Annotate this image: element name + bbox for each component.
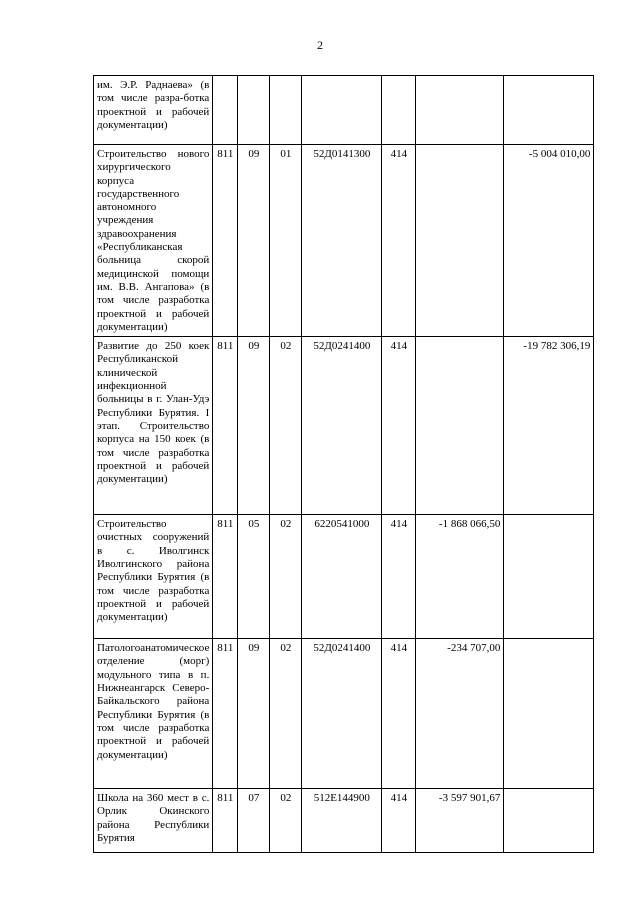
- table-row: [94, 76, 594, 145]
- amount-cell: -1 868 066,50: [416, 515, 504, 639]
- expense-type-cell: 414: [382, 145, 416, 337]
- object-name-cell: Школа на 360 мест в с. Орлик Окинского района Республики Бурятия: [94, 789, 213, 853]
- subsection-cell: 02: [270, 515, 302, 639]
- expense-type-cell: 414: [382, 639, 416, 789]
- amount-cell: [416, 76, 504, 145]
- amount-cell: -3 597 901,67: [416, 789, 504, 853]
- table-row: [94, 337, 594, 515]
- table-row: [94, 515, 594, 639]
- object-name-cell: им. Э.Р. Раднаева» (в том числе разра-ботка проектной и рабочей документации): [94, 76, 213, 145]
- object-name-cell: Развитие до 250 коек Республиканской клинической инфекционной больницы в г. Улан-Удэ Республики Бурятия. I этап. Строительство корпуса на 150 коек (в том числе разработка проектной и рабочей документации): [94, 337, 213, 515]
- amount-cell: [416, 337, 504, 515]
- ministry-code-cell: 811: [213, 337, 238, 515]
- target-article-cell: 512E144900: [302, 789, 382, 853]
- amount-next-year-cell: [504, 515, 594, 639]
- amount-next-year-cell: -5 004 010,00: [504, 145, 594, 337]
- target-article-cell: 52Д0241400: [302, 639, 382, 789]
- section-cell: [238, 76, 270, 145]
- amount-next-year-cell: [504, 789, 594, 853]
- expense-type-cell: [382, 76, 416, 145]
- amount-next-year-cell: [504, 639, 594, 789]
- section-cell: 05: [238, 515, 270, 639]
- expense-type-cell: 414: [382, 515, 416, 639]
- budget-table: [93, 75, 594, 853]
- subsection-cell: 02: [270, 337, 302, 515]
- target-article-cell: 52Д0141300: [302, 145, 382, 337]
- section-cell: 09: [238, 639, 270, 789]
- ministry-code-cell: 811: [213, 639, 238, 789]
- table-row: [94, 639, 594, 789]
- expense-type-cell: 414: [382, 337, 416, 515]
- section-cell: 09: [238, 145, 270, 337]
- target-article-cell: 6220541000: [302, 515, 382, 639]
- ministry-code-cell: 811: [213, 145, 238, 337]
- subsection-cell: [270, 76, 302, 145]
- ministry-code-cell: 811: [213, 515, 238, 639]
- object-name-cell: Строительство нового хирургического корпуса государственного автономного учреждения здравоохранения «Республиканская больница скорой медицинской помощи им. В.В. Ангапова» (в том числе разработка проектной и рабочей документации): [94, 145, 213, 337]
- object-name-cell: Патологоанатомическое отделение (морг) модульного типа в п. Нижнеангарск Северо-Байкальского района Республики Бурятия (в том числе разработка проектной и рабочей документации): [94, 639, 213, 789]
- section-cell: 09: [238, 337, 270, 515]
- amount-next-year-cell: -19 782 306,19: [504, 337, 594, 515]
- object-name-cell: Строительство очистных сооружений в с. Иволгинск Иволгинского района Республики Бурятия (в том числе разработка проектной и рабочей документации): [94, 515, 213, 639]
- expense-type-cell: 414: [382, 789, 416, 853]
- table-row: [94, 145, 594, 337]
- section-cell: 07: [238, 789, 270, 853]
- target-article-cell: 52Д0241400: [302, 337, 382, 515]
- amount-cell: [416, 145, 504, 337]
- ministry-code-cell: 811: [213, 789, 238, 853]
- ministry-code-cell: [213, 76, 238, 145]
- target-article-cell: [302, 76, 382, 145]
- amount-next-year-cell: [504, 76, 594, 145]
- subsection-cell: 01: [270, 145, 302, 337]
- page-number: 2: [317, 38, 323, 52]
- subsection-cell: 02: [270, 639, 302, 789]
- amount-cell: -234 707,00: [416, 639, 504, 789]
- table-row: [94, 789, 594, 853]
- subsection-cell: 02: [270, 789, 302, 853]
